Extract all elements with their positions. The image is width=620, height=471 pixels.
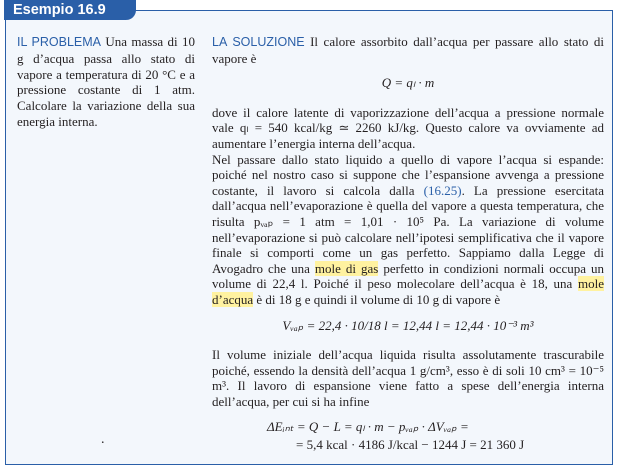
expansion-text-b: . La pressione esercitata dall’acqua nell’evaporazione è quella del vapore a questa temperatura, che risulta pᵥₐₚ = 1 atm = 1,01 · 10⁵ Pa. La variazione di volume nell’evaporazione si può calcolare nell’ipotesi semplificativa che il vapore finale si comporti come un gas perfetto. Sappiamo dalla Legge di Avogadro che una — [212, 182, 605, 276]
problem-paragraph — [17, 34, 195, 130]
latent-heat-paragraph: dove il calore latente di vaporizzazione dell’acqua a pressione normale vale qₗ = 540 kcal/kg ≃ 2260 kJ/kg. Questo calore va ovviamente ad aumentare l’energia interna dell’acqua. — [212, 104, 604, 151]
expansion-text-d: è di 18 g e quindi il volume di 10 g di vapore è — [256, 291, 501, 307]
expansion-paragraph — [212, 152, 604, 308]
problem-label: IL PROBLEMA — [17, 35, 102, 49]
equation-energy-line2: = 5,4 kcal · 4186 J/kcal − 1244 J = 21 360 J — [296, 437, 525, 453]
solution-column — [212, 34, 604, 453]
solution-label: LA SOLUZIONE — [212, 35, 305, 49]
highlight-mole-of-water: mole d’acqua — [212, 276, 604, 307]
equation-energy-line1: ΔEᵢₙₜ = Q − L = qₗ · m − pᵥₐₚ · ΔVᵥₐₚ = — [267, 419, 469, 435]
initial-volume-paragraph: Il volume iniziale dell’acqua liquida risulta assolutamente trascurabile poiché, essendo la densità dell’acqua 1 g/cm³, esso è di soli 10 cm³ = 10⁻⁵ m³. Il lavoro di espansione viene fatto a spese dell’energia interna dell’acqua, per cui si ha infine — [212, 347, 604, 409]
equation-vapor-volume: Vᵥₐₚ = 22,4 · 10/18 l = 12,44 l = 12,44 · 10⁻³ m³ — [282, 317, 534, 333]
expansion-text-a: Nel passare dallo stato liquido a quello di vapore l’acqua si espande: poiché nel nostro caso si suppone che l’espansione avvenga a pressione costante, il lavoro si calcola dalla — [212, 151, 604, 198]
solution-intro-paragraph — [212, 34, 604, 66]
equation-heat: Q = qₗ · m — [381, 75, 435, 91]
example-badge: Esempio 16.9 — [4, 0, 136, 20]
highlight-mole-of-gas: mole di gas — [314, 260, 379, 276]
solution-intro: Il calore assorbito dall’acqua per passare allo stato di vapore è — [212, 34, 604, 66]
problem-text: Una massa di 10 g d’acqua passa allo stato di vapore a temperatura di 20 °C e a pressione costante di 1 atm. Calcolare la variazione della sua energia interna. — [17, 34, 195, 129]
expansion-text-c: perfetto in condizioni normali occupa un volume di 22,4 l. Poiché il peso molecolare dell’acqua è 18, una — [212, 260, 605, 292]
stray-dot: . — [101, 432, 105, 447]
equation-reference-link[interactable]: (16.25) — [423, 182, 462, 198]
problem-column — [17, 34, 195, 130]
